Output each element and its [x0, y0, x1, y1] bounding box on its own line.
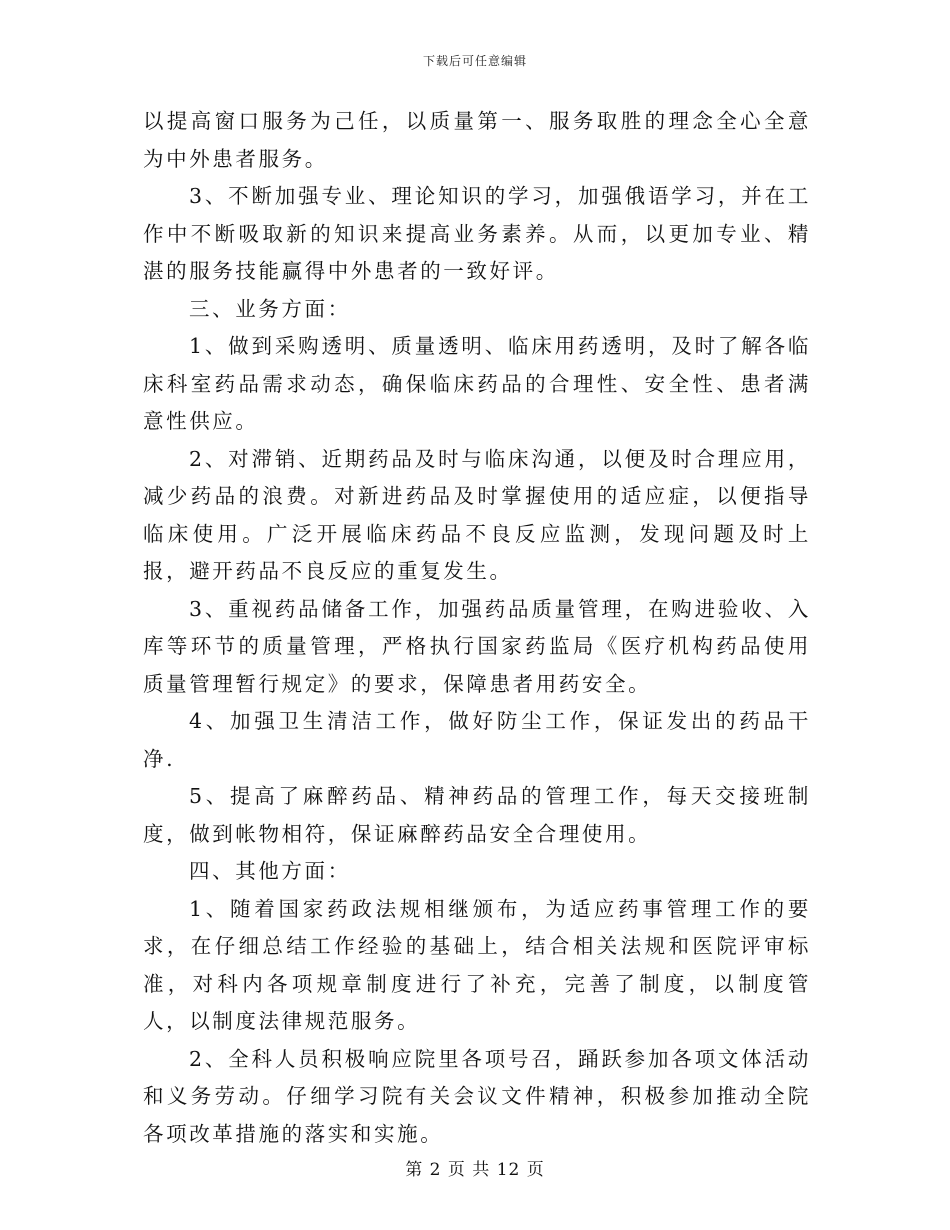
section-heading: 四、其他方面： [189, 859, 351, 883]
page-footer: 第 2 页 共 12 页 [405, 1160, 545, 1180]
paragraph: 3、重视药品储备工作，加强药品质量管理，在购进验收、入库等环节的质量管理，严格执行国家药监局《医疗机构药品使用质量管理暂行规定》的要求，保障患者用药安全。 [143, 596, 811, 696]
paragraph: 4、加强卫生清洁工作，做好防尘工作，保证发出的药品干净. [143, 709, 811, 771]
paragraph: 3、不断加强专业、理论知识的学习，加强俄语学习，并在工作中不断吸取新的知识来提高业务素养。从而，以更加专业、精湛的服务技能赢得中外患者的一致好评。 [143, 184, 811, 283]
section-heading: 三、业务方面： [189, 296, 351, 321]
paragraph: 1、做到采购透明、质量透明、临床用药透明，及时了解各临床科室药品需求动态，确保临床药品的合理性、安全性、患者满意性供应。 [143, 334, 811, 433]
document-body [143, 103, 811, 1153]
paragraph: 以提高窗口服务为己任，以质量第一、服务取胜的理念全心全意为中外患者服务。 [143, 109, 811, 171]
paragraph: 1、随着国家药政法规相继颁布，为适应药事管理工作的要求，在仔细总结工作经验的基础上，结合相关法规和医院评审标准，对科内各项规章制度进行了补充，完善了制度，以制度管人，以制度法律规范服务。 [143, 896, 811, 1033]
paragraph: 2、对滞销、近期药品及时与临床沟通，以便及时合理应用，减少药品的浪费。对新进药品及时掌握使用的适应症，以便指导临床使用。广泛开展临床药品不良反应监测，发现问题及时上报，避开药品不良反应的重复发生。 [143, 446, 811, 583]
page-header: 下载后可任意编辑 [422, 54, 527, 68]
paragraph: 2、全科人员积极响应院里各项号召，踊跃参加各项文体活动和义务劳动。仔细学习院有关会议文件精神，积极参加推动全院各项改革措施的落实和实施。 [143, 1046, 811, 1146]
paragraph: 5、提高了麻醉药品、精神药品的管理工作，每天交接班制度，做到帐物相符，保证麻醉药品安全合理使用。 [143, 784, 811, 846]
